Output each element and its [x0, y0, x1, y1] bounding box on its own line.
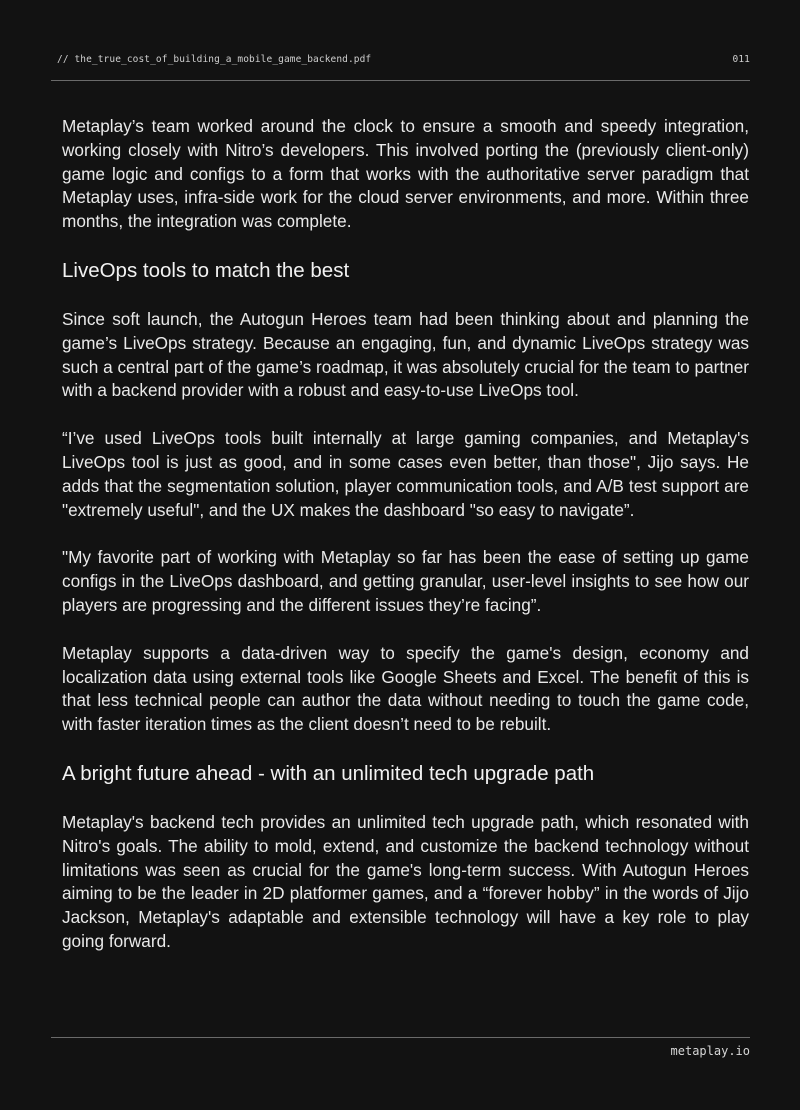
page-number: 011 [732, 54, 750, 65]
intro-paragraph: Metaplay’s team worked around the clock to ensure a smooth and speedy integration, working closely with Nitro’s developers. This involved porting the (previously client-only) game logic and configs to a form that works with the authoritative server paradigm that Metaplay uses, infra-side work for the cloud server environments, and more. Within three months, the integration was complete. [62, 116, 749, 232]
page-header [57, 54, 750, 68]
section-heading-future: A bright future ahead - with an unlimited tech upgrade path [62, 761, 595, 785]
document-filename: // the_true_cost_of_building_a_mobile_game_backend.pdf [57, 54, 372, 65]
section-heading-liveops: LiveOps tools to match the best [62, 258, 350, 282]
liveops-paragraph-4: Metaplay supports a data-driven way to specify the game's design, economy and localization data using external tools like Google Sheets and Excel. The benefit of this is that less technical people can author the data without needing to touch the game code, with faster iteration times as the client doesn’t need to be rebuilt. [62, 642, 749, 735]
liveops-paragraph-1: Since soft launch, the Autogun Heroes team had been thinking about and planning the game’s LiveOps strategy. Because an engaging, fun, and dynamic LiveOps strategy was such a central part of the game’s roadmap, it was absolutely crucial for the team to partner with a backend provider with a robust and easy-to-use LiveOps tool. [62, 308, 749, 401]
liveops-paragraph-3: "My favorite part of working with Metaplay so far has been the ease of setting up game configs in the LiveOps dashboard, and getting granular, user-level insights to see how our players are progressing and the different issues they’re facing”. [62, 547, 749, 615]
liveops-paragraph-2: “I’ve used LiveOps tools built internally at large gaming companies, and Metaplay's LiveOps tool is just as good, and in some cases even better, than those", Jijo says. He adds that the segmentation solution, player communication tools, and A/B test support are "extremely useful", and the UX makes the dashboard "so easy to navigate”. [62, 428, 749, 520]
footer-site-link[interactable]: metaplay.io [670, 1044, 750, 1058]
page-body [62, 115, 749, 954]
future-paragraph: Metaplay's backend tech provides an unlimited tech upgrade path, which resonated with Nitro's goals. The ability to mold, extend, and customize the backend technology without limitations was seen as crucial for the game's long-term success. With Autogun Heroes aiming to be the leader in 2D platformer games, and a “forever hobby” in the words of Jijo Jackson, Metaplay's adaptable and extensible technology will have a key role to play going forward. [62, 811, 749, 951]
header-divider [51, 80, 750, 81]
footer-divider [51, 1037, 750, 1038]
